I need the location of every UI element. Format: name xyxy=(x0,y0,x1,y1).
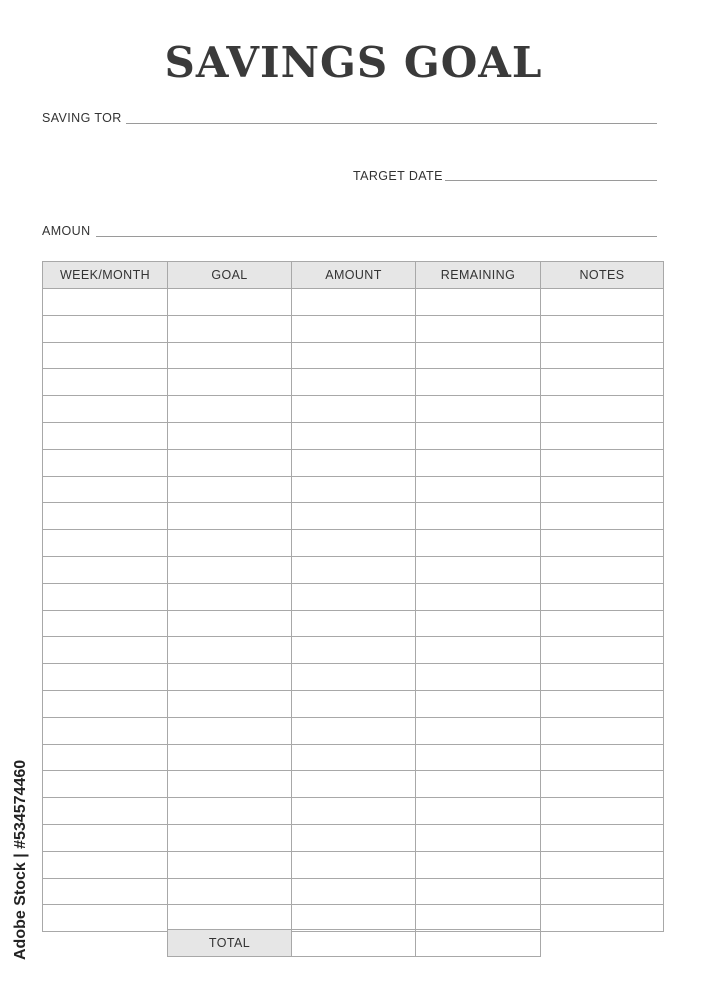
remaining-cell[interactable] xyxy=(416,851,541,878)
table-row xyxy=(43,717,664,744)
notes-cell[interactable] xyxy=(541,717,664,744)
table-row xyxy=(43,530,664,557)
goal-cell[interactable] xyxy=(168,315,292,342)
notes-cell[interactable] xyxy=(541,342,664,369)
amount-cell[interactable] xyxy=(292,342,416,369)
week-month-cell[interactable] xyxy=(43,289,168,316)
notes-cell[interactable] xyxy=(541,396,664,423)
saving-for-line[interactable] xyxy=(126,123,657,124)
week-month-cell[interactable] xyxy=(43,690,168,717)
goal-cell[interactable] xyxy=(168,771,292,798)
remaining-cell[interactable] xyxy=(416,530,541,557)
table-row xyxy=(43,824,664,851)
table-header-row xyxy=(43,262,664,289)
table-row xyxy=(43,744,664,771)
table-row xyxy=(43,851,664,878)
notes-cell[interactable] xyxy=(541,851,664,878)
week-month-cell[interactable] xyxy=(43,824,168,851)
week-month-cell[interactable] xyxy=(43,476,168,503)
table-row xyxy=(43,422,664,449)
goal-cell[interactable] xyxy=(168,905,292,932)
amount-cell[interactable] xyxy=(292,315,416,342)
table-row xyxy=(43,664,664,691)
goal-cell[interactable] xyxy=(168,637,292,664)
amount-cell[interactable] xyxy=(292,798,416,825)
total-row xyxy=(167,929,541,957)
remaining-cell[interactable] xyxy=(416,583,541,610)
amount-cell[interactable] xyxy=(292,289,416,316)
notes-cell[interactable] xyxy=(541,690,664,717)
amount-cell[interactable] xyxy=(292,690,416,717)
header-goal: GOAL xyxy=(168,262,292,289)
table-row xyxy=(43,798,664,825)
total-amount-cell[interactable] xyxy=(292,930,416,957)
goal-cell[interactable] xyxy=(168,851,292,878)
table-body xyxy=(43,289,664,932)
amount-cell[interactable] xyxy=(292,664,416,691)
goal-cell[interactable] xyxy=(168,503,292,530)
week-month-cell[interactable] xyxy=(43,851,168,878)
week-month-cell[interactable] xyxy=(43,798,168,825)
amount-cell[interactable] xyxy=(292,878,416,905)
table-row xyxy=(43,476,664,503)
week-month-cell[interactable] xyxy=(43,556,168,583)
goal-cell[interactable] xyxy=(168,583,292,610)
amount-cell[interactable] xyxy=(292,422,416,449)
week-month-cell[interactable] xyxy=(43,422,168,449)
goal-cell[interactable] xyxy=(168,476,292,503)
goal-cell[interactable] xyxy=(168,744,292,771)
stock-id-watermark: Adobe Stock | #534574460 xyxy=(12,759,29,960)
remaining-cell[interactable] xyxy=(416,315,541,342)
amount-cell[interactable] xyxy=(292,717,416,744)
goal-cell[interactable] xyxy=(168,369,292,396)
amount-cell[interactable] xyxy=(292,851,416,878)
amount-cell[interactable] xyxy=(292,744,416,771)
remaining-cell[interactable] xyxy=(416,717,541,744)
week-month-cell[interactable] xyxy=(43,878,168,905)
table-row xyxy=(43,503,664,530)
week-month-cell[interactable] xyxy=(43,664,168,691)
amount-cell[interactable] xyxy=(292,449,416,476)
week-month-cell[interactable] xyxy=(43,771,168,798)
table-row xyxy=(43,396,664,423)
table-row xyxy=(43,583,664,610)
goal-cell[interactable] xyxy=(168,824,292,851)
notes-cell[interactable] xyxy=(541,905,664,932)
notes-cell[interactable] xyxy=(541,771,664,798)
remaining-cell[interactable] xyxy=(416,664,541,691)
amount-cell[interactable] xyxy=(292,905,416,932)
notes-cell[interactable] xyxy=(541,476,664,503)
remaining-cell[interactable] xyxy=(416,449,541,476)
notes-cell[interactable] xyxy=(541,422,664,449)
table-row xyxy=(43,637,664,664)
notes-cell[interactable] xyxy=(541,449,664,476)
notes-cell[interactable] xyxy=(541,637,664,664)
goal-cell[interactable] xyxy=(168,798,292,825)
goal-cell[interactable] xyxy=(168,449,292,476)
remaining-cell[interactable] xyxy=(416,396,541,423)
week-month-cell[interactable] xyxy=(43,583,168,610)
notes-cell[interactable] xyxy=(541,744,664,771)
week-month-cell[interactable] xyxy=(43,744,168,771)
week-month-cell[interactable] xyxy=(43,637,168,664)
amount-cell[interactable] xyxy=(292,583,416,610)
table-row xyxy=(43,878,664,905)
total-remaining-cell[interactable] xyxy=(416,930,541,957)
remaining-cell[interactable] xyxy=(416,798,541,825)
table-row xyxy=(43,315,664,342)
table-row xyxy=(43,610,664,637)
goal-cell[interactable] xyxy=(168,690,292,717)
amount-cell[interactable] xyxy=(292,771,416,798)
week-month-cell[interactable] xyxy=(43,905,168,932)
remaining-cell[interactable] xyxy=(416,422,541,449)
amount-cell[interactable] xyxy=(292,610,416,637)
goal-cell[interactable] xyxy=(168,422,292,449)
amount-cell[interactable] xyxy=(292,530,416,557)
header-notes: NOTES xyxy=(541,262,664,289)
target-date-label: TARGET DATE xyxy=(353,169,443,183)
amount-cell[interactable] xyxy=(292,396,416,423)
table-row xyxy=(43,771,664,798)
goal-cell[interactable] xyxy=(168,556,292,583)
saving-for-label: SAVING TOR xyxy=(42,111,122,125)
notes-cell[interactable] xyxy=(541,315,664,342)
table-row xyxy=(43,905,664,932)
page-title: SAVINGS GOAL xyxy=(164,38,543,87)
notes-cell[interactable] xyxy=(541,289,664,316)
header-remaining: REMAINING xyxy=(416,262,541,289)
remaining-cell[interactable] xyxy=(416,878,541,905)
remaining-cell[interactable] xyxy=(416,476,541,503)
week-month-cell[interactable] xyxy=(43,449,168,476)
amount-cell[interactable] xyxy=(292,476,416,503)
notes-cell[interactable] xyxy=(541,556,664,583)
remaining-cell[interactable] xyxy=(416,905,541,932)
amount-label: AMOUN xyxy=(42,224,91,238)
remaining-cell[interactable] xyxy=(416,503,541,530)
remaining-cell[interactable] xyxy=(416,744,541,771)
amount-cell[interactable] xyxy=(292,556,416,583)
header-week-month: WEEK/MONTH xyxy=(43,262,168,289)
notes-cell[interactable] xyxy=(541,503,664,530)
total-label: TOTAL xyxy=(168,930,292,957)
notes-cell[interactable] xyxy=(541,824,664,851)
savings-table xyxy=(42,261,664,932)
goal-cell[interactable] xyxy=(168,396,292,423)
remaining-cell[interactable] xyxy=(416,369,541,396)
remaining-cell[interactable] xyxy=(416,556,541,583)
table-row xyxy=(43,556,664,583)
table-row xyxy=(43,342,664,369)
goal-cell[interactable] xyxy=(168,530,292,557)
goal-cell[interactable] xyxy=(168,342,292,369)
remaining-cell[interactable] xyxy=(416,637,541,664)
goal-cell[interactable] xyxy=(168,610,292,637)
goal-cell[interactable] xyxy=(168,717,292,744)
amount-cell[interactable] xyxy=(292,369,416,396)
week-month-cell[interactable] xyxy=(43,396,168,423)
remaining-cell[interactable] xyxy=(416,690,541,717)
remaining-cell[interactable] xyxy=(416,342,541,369)
table-row xyxy=(43,289,664,316)
week-month-cell[interactable] xyxy=(43,342,168,369)
amount-line[interactable] xyxy=(96,236,657,237)
week-month-cell[interactable] xyxy=(43,315,168,342)
remaining-cell[interactable] xyxy=(416,824,541,851)
notes-cell[interactable] xyxy=(541,530,664,557)
amount-cell[interactable] xyxy=(292,503,416,530)
notes-cell[interactable] xyxy=(541,369,664,396)
notes-cell[interactable] xyxy=(541,664,664,691)
amount-cell[interactable] xyxy=(292,824,416,851)
notes-cell[interactable] xyxy=(541,878,664,905)
remaining-cell[interactable] xyxy=(416,610,541,637)
table-row xyxy=(43,449,664,476)
goal-cell[interactable] xyxy=(168,878,292,905)
week-month-cell[interactable] xyxy=(43,610,168,637)
week-month-cell[interactable] xyxy=(43,369,168,396)
week-month-cell[interactable] xyxy=(43,530,168,557)
goal-cell[interactable] xyxy=(168,664,292,691)
target-date-line[interactable] xyxy=(445,180,657,181)
remaining-cell[interactable] xyxy=(416,771,541,798)
week-month-cell[interactable] xyxy=(43,717,168,744)
goal-cell[interactable] xyxy=(168,289,292,316)
table-row xyxy=(43,690,664,717)
remaining-cell[interactable] xyxy=(416,289,541,316)
amount-cell[interactable] xyxy=(292,637,416,664)
header-amount: AMOUNT xyxy=(292,262,416,289)
notes-cell[interactable] xyxy=(541,583,664,610)
notes-cell[interactable] xyxy=(541,610,664,637)
week-month-cell[interactable] xyxy=(43,503,168,530)
notes-cell[interactable] xyxy=(541,798,664,825)
table-row xyxy=(43,369,664,396)
